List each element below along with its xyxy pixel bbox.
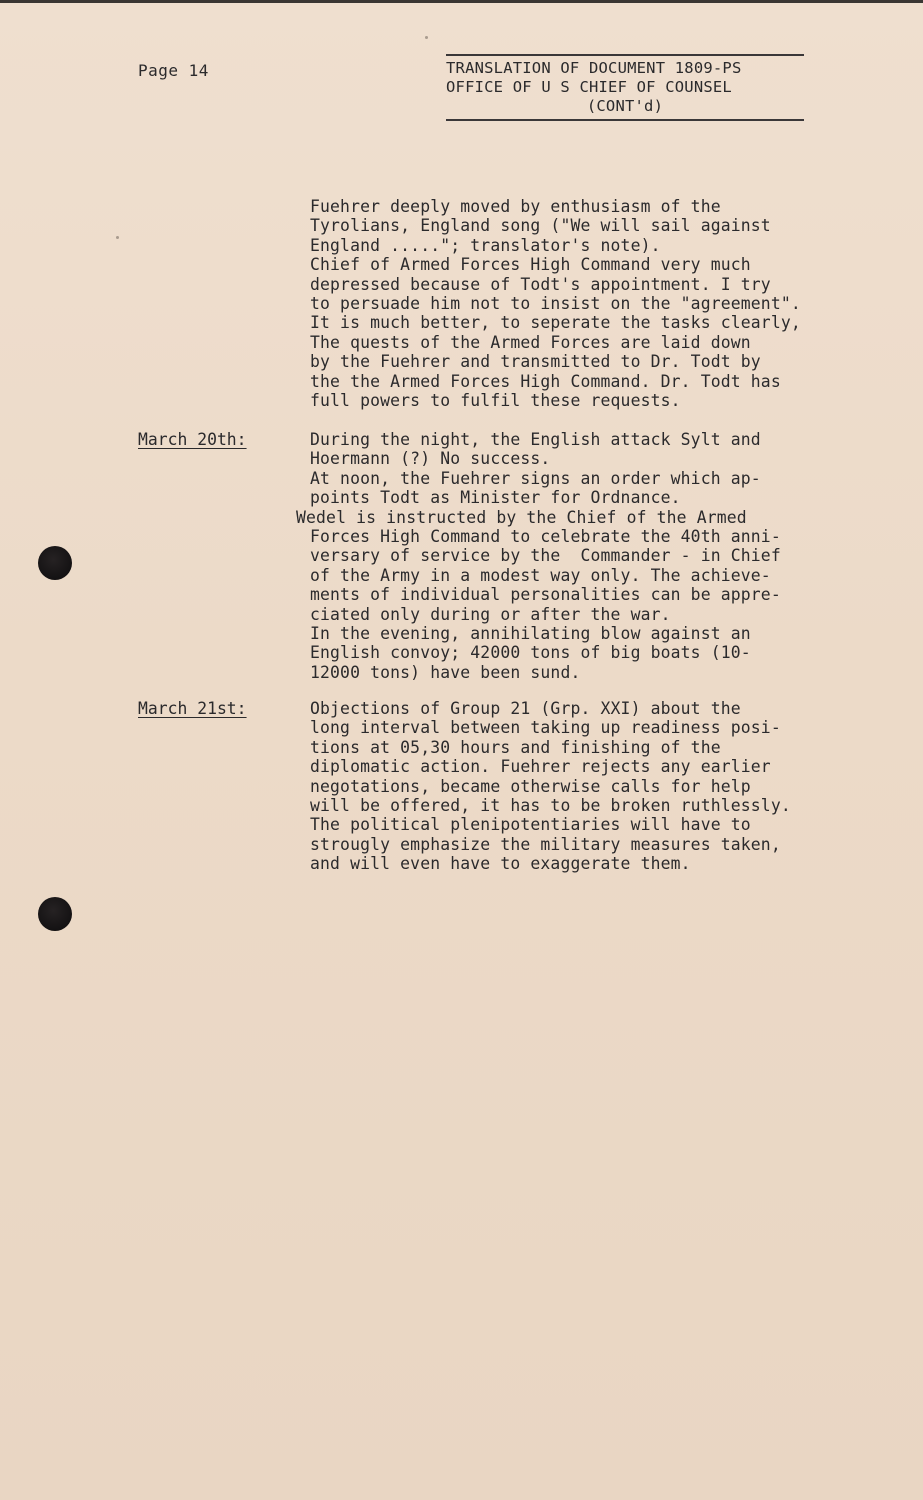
header-line-3: (CONT'd) (586, 97, 664, 115)
paper-speck (116, 236, 119, 239)
entry-line: English convoy; 42000 tons of big boats (10- (310, 643, 751, 663)
entry-line: ments of individual personalities can be appre- (310, 585, 781, 605)
entry-line: In the evening, annihilating blow against an (310, 624, 751, 644)
entry-line: At noon, the Fuehrer signs an order which ap- (310, 468, 761, 488)
document-header (446, 54, 806, 121)
entry-line: Wedel is instructed by the Chief of the Armed (296, 507, 747, 527)
entry-line: and will even have to exaggerate them. (310, 854, 691, 874)
entry-line: The political plenipotentiaries will have to (310, 815, 751, 835)
entry-line: long interval between taking up readiness posi- (310, 718, 781, 738)
entry-line: versary of service by the Commander - in Chief (310, 546, 781, 566)
scan-edge (0, 0, 923, 3)
entry-date-march-20: March 20th: (138, 430, 247, 449)
intro-line: Fuehrer deeply moved by enthusiasm of the (310, 197, 721, 216)
header-line-2: OFFICE OF U S CHIEF OF COUNSEL (446, 78, 732, 96)
entry-line: 12000 tons) have been sund. (310, 662, 581, 682)
header-top-rule (446, 54, 804, 56)
entry-line: tions at 05,30 hours and finishing of the (310, 737, 721, 757)
intro-line: to persuade him not to insist on the "agreement". (310, 294, 801, 314)
entry-line: will be offered, it has to be broken ruthlessly. (310, 796, 791, 816)
entry-line: diplomatic action. Fuehrer rejects any earlier (310, 757, 771, 777)
entry-line: points Todt as Minister for Ordnance. (310, 488, 681, 508)
header-bottom-rule (446, 119, 804, 121)
entry-line: Objections of Group 21 (Grp. XXI) about the (310, 699, 741, 718)
entry-line: ciated only during or after the war. (310, 604, 671, 624)
intro-line: Chief of Armed Forces High Command very much (310, 255, 751, 275)
intro-line: The quests of the Armed Forces are laid down (310, 332, 751, 352)
punch-hole (38, 546, 72, 580)
entry-line: of the Army in a modest way only. The achieve- (310, 565, 771, 585)
entry-date-march-21: March 21st: (138, 699, 247, 718)
page-number: Page 14 (138, 61, 209, 80)
entry-line: negotations, became otherwise calls for help (310, 776, 751, 796)
entry-march-20 (296, 430, 781, 682)
intro-line: the the Armed Forces High Command. Dr. Todt has (310, 371, 781, 391)
entry-line: Forces High Command to celebrate the 40th anni- (310, 527, 781, 547)
header-line-1: TRANSLATION OF DOCUMENT 1809-PS (446, 59, 742, 77)
entry-line: During the night, the English attack Sylt and (310, 430, 761, 449)
intro-line: full powers to fulfil these requests. (310, 391, 681, 411)
entry-line: strougly emphasize the military measures taken, (310, 834, 781, 854)
intro-line: It is much better, to seperate the tasks clearly, (310, 313, 801, 333)
entry-march-21 (310, 699, 791, 874)
entry-line: Hoermann (?) No success. (310, 449, 551, 469)
intro-line: England ....."; translator's note). (310, 235, 661, 255)
intro-line: Tyrolians, England song ("We will sail against (310, 216, 771, 236)
paper-speck (425, 36, 428, 39)
intro-line: by the Fuehrer and transmitted to Dr. Todt by (310, 352, 761, 372)
intro-paragraph (310, 197, 801, 410)
intro-line: depressed because of Todt's appointment. I try (310, 274, 771, 294)
punch-hole (38, 897, 72, 931)
